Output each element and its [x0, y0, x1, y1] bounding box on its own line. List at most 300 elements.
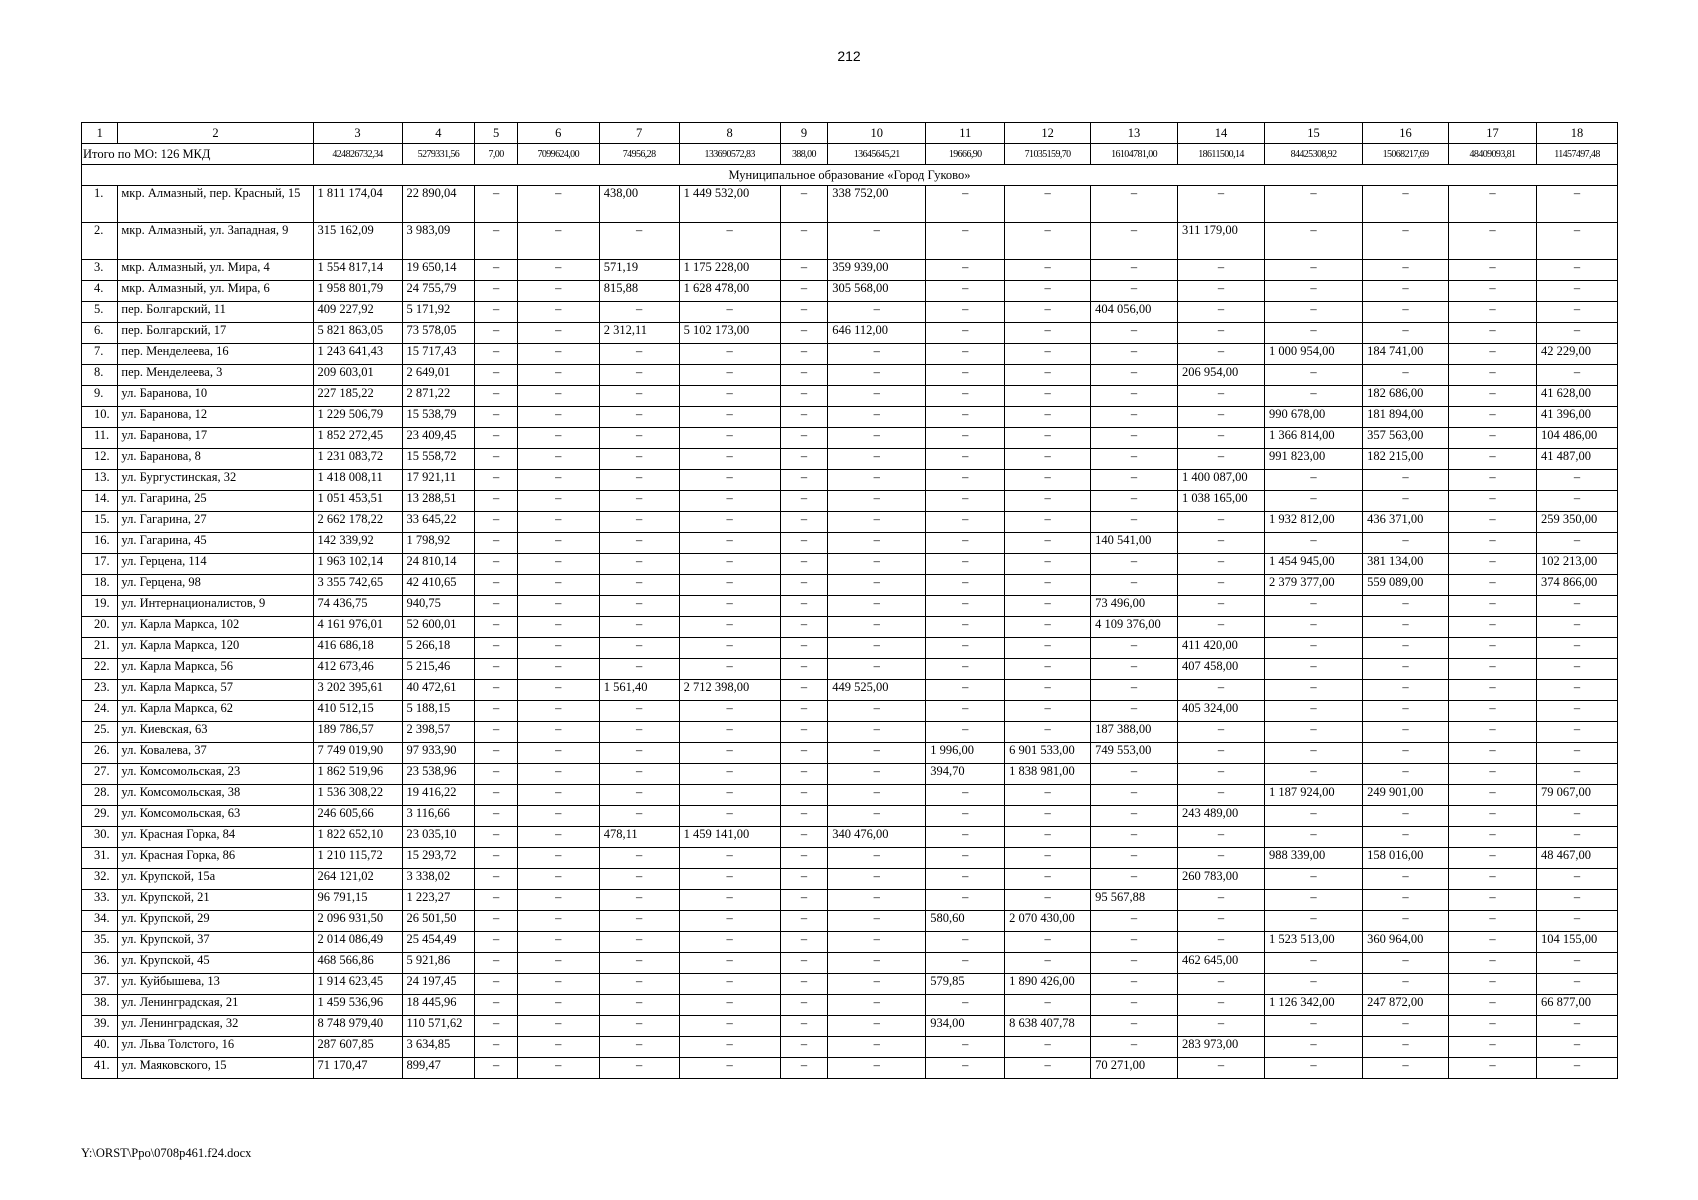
table-cell: –: [828, 223, 926, 260]
table-row: [82, 596, 1618, 617]
table-cell: –: [1091, 848, 1178, 869]
table-cell: –: [1091, 186, 1178, 223]
table-cell: –: [926, 512, 1005, 533]
table-cell: –: [1536, 680, 1617, 701]
table-cell: 133690572,83: [679, 144, 780, 165]
table-cell: 24 810,14: [402, 554, 475, 575]
table-cell: 1 229 506,79: [313, 407, 402, 428]
table-cell: –: [926, 449, 1005, 470]
table-cell: –: [517, 701, 599, 722]
table-cell: –: [926, 701, 1005, 722]
table-cell: 104 486,00: [1536, 428, 1617, 449]
table-cell: мкр. Алмазный, ул. Мира, 6: [118, 281, 313, 302]
table-cell: 140 541,00: [1091, 533, 1178, 554]
table-cell: –: [679, 785, 780, 806]
table-cell: 436 371,00: [1363, 512, 1449, 533]
table-cell: 12.: [82, 449, 118, 470]
table-cell: 1 051 453,51: [313, 491, 402, 512]
table-cell: –: [1536, 186, 1617, 223]
table-cell: 571,19: [599, 260, 679, 281]
table-cell: –: [926, 869, 1005, 890]
table-cell: –: [1091, 407, 1178, 428]
table-cell: –: [1449, 223, 1537, 260]
section-title-row: [82, 165, 1618, 186]
table-cell: ул. Баранова, 8: [118, 449, 313, 470]
table-row: [82, 890, 1618, 911]
table-cell: 5 102 173,00: [679, 323, 780, 344]
table-cell: 15 717,43: [402, 344, 475, 365]
table-cell: –: [1091, 659, 1178, 680]
table-cell: –: [475, 932, 517, 953]
table-cell: –: [679, 470, 780, 491]
table-cell: 243 489,00: [1178, 806, 1265, 827]
table-cell: –: [780, 890, 828, 911]
table-cell: 3 355 742,65: [313, 575, 402, 596]
table-cell: –: [1363, 223, 1449, 260]
table-cell: –: [599, 848, 679, 869]
table-cell: –: [1264, 680, 1362, 701]
table-cell: 41 628,00: [1536, 386, 1617, 407]
table-cell: –: [679, 638, 780, 659]
table-cell: –: [926, 428, 1005, 449]
table-cell: 22 890,04: [402, 186, 475, 223]
table-cell: –: [1005, 470, 1091, 491]
table-cell: ул. Карла Маркса, 56: [118, 659, 313, 680]
table-cell: –: [828, 386, 926, 407]
table-cell: –: [517, 785, 599, 806]
table-cell: 14: [1178, 123, 1265, 144]
table-cell: –: [475, 911, 517, 932]
table-cell: –: [679, 1058, 780, 1079]
table-cell: –: [1005, 323, 1091, 344]
table-cell: –: [780, 491, 828, 512]
table-cell: –: [1363, 470, 1449, 491]
table-cell: 16.: [82, 533, 118, 554]
table-row: [82, 491, 1618, 512]
table-cell: 39.: [82, 1016, 118, 1037]
table-cell: 1 454 945,00: [1264, 554, 1362, 575]
table-cell: –: [828, 1016, 926, 1037]
table-cell: –: [828, 512, 926, 533]
table-row: [82, 302, 1618, 323]
table-cell: –: [1363, 186, 1449, 223]
table-cell: –: [828, 491, 926, 512]
table-cell: –: [1178, 596, 1265, 617]
table-cell: –: [926, 680, 1005, 701]
table-cell: 410 512,15: [313, 701, 402, 722]
table-cell: –: [1264, 365, 1362, 386]
table-cell: –: [926, 491, 1005, 512]
table-cell: 23 538,96: [402, 764, 475, 785]
table-cell: –: [517, 1037, 599, 1058]
table-cell: –: [599, 701, 679, 722]
table-cell: –: [517, 995, 599, 1016]
table-cell: 13.: [82, 470, 118, 491]
table-cell: 7,00: [475, 144, 517, 165]
table-cell: –: [517, 302, 599, 323]
table-cell: 1 038 165,00: [1178, 491, 1265, 512]
table-cell: –: [1178, 186, 1265, 223]
table-row: [82, 512, 1618, 533]
table-cell: –: [1363, 617, 1449, 638]
table-cell: 1 459 141,00: [679, 827, 780, 848]
table-cell: –: [679, 386, 780, 407]
table-cell: –: [679, 932, 780, 953]
table-cell: –: [1363, 596, 1449, 617]
table-cell: –: [475, 491, 517, 512]
table-cell: ул. Крупской, 21: [118, 890, 313, 911]
table-cell: –: [1449, 953, 1537, 974]
table-cell: –: [780, 428, 828, 449]
table-cell: 1 523 513,00: [1264, 932, 1362, 953]
table-cell: ул. Гагарина, 25: [118, 491, 313, 512]
table-cell: –: [1449, 407, 1537, 428]
table-cell: 1 449 532,00: [679, 186, 780, 223]
table-cell: –: [1449, 995, 1537, 1016]
table-cell: –: [780, 596, 828, 617]
table-cell: –: [517, 659, 599, 680]
table-cell: –: [517, 869, 599, 890]
table-cell: –: [1449, 281, 1537, 302]
table-cell: ул. Карла Маркса, 62: [118, 701, 313, 722]
table-cell: 311 179,00: [1178, 223, 1265, 260]
table-cell: –: [475, 449, 517, 470]
table-cell: –: [1264, 1037, 1362, 1058]
table-cell: –: [828, 617, 926, 638]
table-cell: –: [926, 365, 1005, 386]
table-cell: –: [828, 785, 926, 806]
table-cell: –: [1449, 1058, 1537, 1079]
table-cell: –: [1091, 449, 1178, 470]
table-cell: –: [1005, 186, 1091, 223]
table-cell: 48 467,00: [1536, 848, 1617, 869]
table-cell: –: [599, 575, 679, 596]
table-cell: 264 121,02: [313, 869, 402, 890]
table-cell: –: [1091, 974, 1178, 995]
table-cell: мкр. Алмазный, ул. Мира, 4: [118, 260, 313, 281]
table-cell: 79 067,00: [1536, 785, 1617, 806]
table-cell: –: [517, 344, 599, 365]
table-cell: –: [1264, 659, 1362, 680]
table-cell: 26 501,50: [402, 911, 475, 932]
table-cell: –: [1536, 659, 1617, 680]
table-cell: –: [780, 722, 828, 743]
table-cell: –: [1363, 869, 1449, 890]
table-cell: ул. Ковалева, 37: [118, 743, 313, 764]
table-cell: –: [517, 386, 599, 407]
table-cell: –: [1536, 281, 1617, 302]
table-cell: 5279331,56: [402, 144, 475, 165]
table-cell: 2 662 178,22: [313, 512, 402, 533]
table-cell: –: [475, 1016, 517, 1037]
table-cell: –: [599, 596, 679, 617]
table-cell: 1 554 817,14: [313, 260, 402, 281]
table-cell: –: [517, 743, 599, 764]
table-cell: 5 215,46: [402, 659, 475, 680]
table-cell: 16104781,00: [1091, 144, 1178, 165]
table-cell: –: [517, 407, 599, 428]
table-cell: –: [780, 533, 828, 554]
table-cell: –: [926, 323, 1005, 344]
table-cell: –: [1091, 344, 1178, 365]
table-cell: 249 901,00: [1363, 785, 1449, 806]
table-cell: 73 578,05: [402, 323, 475, 344]
table-cell: 17: [1449, 123, 1537, 144]
table-cell: –: [1091, 281, 1178, 302]
table-cell: 1 996,00: [926, 743, 1005, 764]
table-row: [82, 575, 1618, 596]
table-cell: –: [780, 512, 828, 533]
table-cell: –: [599, 911, 679, 932]
table-cell: 25 454,49: [402, 932, 475, 953]
table-cell: –: [1449, 491, 1537, 512]
table-cell: 374 866,00: [1536, 575, 1617, 596]
table-cell: –: [475, 869, 517, 890]
table-cell: 438,00: [599, 186, 679, 223]
table-row: [82, 533, 1618, 554]
table-cell: –: [1264, 722, 1362, 743]
table-cell: –: [1005, 806, 1091, 827]
table-cell: 646 112,00: [828, 323, 926, 344]
table-row: [82, 932, 1618, 953]
table-cell: –: [599, 365, 679, 386]
table-cell: –: [1091, 365, 1178, 386]
table-cell: –: [475, 764, 517, 785]
table-cell: ул. Бургустинская, 32: [118, 470, 313, 491]
table-cell: –: [780, 470, 828, 491]
table-cell: ул. Крупской, 29: [118, 911, 313, 932]
table-cell: 404 056,00: [1091, 302, 1178, 323]
table-cell: –: [679, 491, 780, 512]
table-cell: 181 894,00: [1363, 407, 1449, 428]
table-cell: –: [517, 365, 599, 386]
table-cell: –: [1091, 323, 1178, 344]
table-cell: –: [1449, 428, 1537, 449]
table-cell: 2 070 430,00: [1005, 911, 1091, 932]
table-row: [82, 827, 1618, 848]
table-cell: –: [1363, 365, 1449, 386]
table-cell: –: [926, 186, 1005, 223]
table-cell: –: [517, 974, 599, 995]
table-cell: –: [599, 974, 679, 995]
table-cell: 30.: [82, 827, 118, 848]
table-cell: 40 472,61: [402, 680, 475, 701]
table-cell: –: [828, 575, 926, 596]
table-cell: –: [828, 554, 926, 575]
table-cell: –: [599, 932, 679, 953]
table-cell: –: [1005, 449, 1091, 470]
table-cell: –: [599, 764, 679, 785]
table-cell: 1 798,92: [402, 533, 475, 554]
table-cell: –: [1091, 1016, 1178, 1037]
table-cell: 18: [1536, 123, 1617, 144]
table-cell: –: [475, 785, 517, 806]
table-cell: мкр. Алмазный, пер. Красный, 15: [118, 186, 313, 223]
table-cell: 749 553,00: [1091, 743, 1178, 764]
table-cell: –: [780, 806, 828, 827]
table-cell: –: [1449, 575, 1537, 596]
table-cell: 18.: [82, 575, 118, 596]
table-row: [82, 223, 1618, 260]
table-cell: –: [780, 575, 828, 596]
table-cell: –: [1449, 596, 1537, 617]
table-cell: 2.: [82, 223, 118, 260]
table-cell: –: [1536, 223, 1617, 260]
table-cell: –: [1264, 323, 1362, 344]
table-cell: –: [828, 533, 926, 554]
table-cell: –: [1449, 323, 1537, 344]
table-cell: –: [1178, 533, 1265, 554]
table-cell: ул. Герцена, 98: [118, 575, 313, 596]
table-cell: –: [1005, 617, 1091, 638]
table-cell: ул. Гагарина, 27: [118, 512, 313, 533]
table-cell: –: [1178, 302, 1265, 323]
table-cell: 158 016,00: [1363, 848, 1449, 869]
table-cell: 7099624,00: [517, 144, 599, 165]
table-row: [82, 911, 1618, 932]
table-cell: 8: [679, 123, 780, 144]
table-cell: –: [599, 470, 679, 491]
table-row: [82, 1037, 1618, 1058]
table-cell: 4 109 376,00: [1091, 617, 1178, 638]
table-cell: –: [926, 386, 1005, 407]
table-cell: –: [679, 365, 780, 386]
table-cell: –: [828, 869, 926, 890]
table-cell: 42 410,65: [402, 575, 475, 596]
table-cell: ул. Киевская, 63: [118, 722, 313, 743]
table-cell: –: [1178, 743, 1265, 764]
table-cell: 17 921,11: [402, 470, 475, 491]
table-cell: 424826732,34: [313, 144, 402, 165]
table-cell: –: [1178, 722, 1265, 743]
table-cell: –: [1264, 617, 1362, 638]
table-row: [82, 428, 1618, 449]
table-cell: 1 628 478,00: [679, 281, 780, 302]
table-cell: Муниципальное образование «Город Гуково»: [82, 165, 1618, 186]
table-cell: –: [1005, 827, 1091, 848]
table-row: [82, 743, 1618, 764]
table-cell: 3 338,02: [402, 869, 475, 890]
table-cell: –: [1449, 659, 1537, 680]
table-cell: –: [1536, 890, 1617, 911]
table-cell: 1 175 228,00: [679, 260, 780, 281]
table-cell: –: [926, 659, 1005, 680]
table-cell: –: [926, 890, 1005, 911]
table-cell: –: [1536, 974, 1617, 995]
table-cell: –: [780, 911, 828, 932]
table-cell: –: [1449, 449, 1537, 470]
table-cell: 22.: [82, 659, 118, 680]
table-cell: –: [1536, 533, 1617, 554]
table-row: [82, 953, 1618, 974]
table-cell: –: [517, 323, 599, 344]
table-cell: –: [1005, 869, 1091, 890]
column-number-row: [82, 123, 1618, 144]
table-cell: 405 324,00: [1178, 701, 1265, 722]
table-cell: 988 339,00: [1264, 848, 1362, 869]
table-cell: –: [1536, 617, 1617, 638]
table-cell: 28.: [82, 785, 118, 806]
table-row: [82, 785, 1618, 806]
table-cell: –: [1264, 743, 1362, 764]
table-cell: 11.: [82, 428, 118, 449]
table-cell: –: [517, 428, 599, 449]
table-cell: –: [780, 554, 828, 575]
table-cell: –: [475, 1058, 517, 1079]
table-cell: 15 558,72: [402, 449, 475, 470]
table-cell: –: [1449, 1037, 1537, 1058]
table-cell: –: [828, 764, 926, 785]
table-cell: 96 791,15: [313, 890, 402, 911]
table-cell: 2 379 377,00: [1264, 575, 1362, 596]
table-cell: 394,70: [926, 764, 1005, 785]
table-cell: ул. Комсомольская, 23: [118, 764, 313, 785]
table-cell: 7.: [82, 344, 118, 365]
table-cell: –: [517, 617, 599, 638]
table-cell: –: [517, 554, 599, 575]
table-cell: 48409093,81: [1449, 144, 1537, 165]
table-cell: –: [1536, 701, 1617, 722]
table-cell: 991 823,00: [1264, 449, 1362, 470]
table-cell: –: [1005, 995, 1091, 1016]
table-cell: –: [926, 575, 1005, 596]
table-cell: 71 170,47: [313, 1058, 402, 1079]
table-cell: 18 445,96: [402, 995, 475, 1016]
table-cell: –: [517, 806, 599, 827]
table-cell: 15.: [82, 512, 118, 533]
table-cell: 19 416,22: [402, 785, 475, 806]
table-row: [82, 638, 1618, 659]
table-cell: –: [1449, 932, 1537, 953]
table-row: [82, 449, 1618, 470]
table-cell: 10: [828, 123, 926, 144]
table-cell: –: [828, 428, 926, 449]
table-cell: –: [1091, 827, 1178, 848]
table-cell: –: [1005, 302, 1091, 323]
table-cell: –: [828, 911, 926, 932]
table-cell: –: [1363, 701, 1449, 722]
table-cell: 2: [118, 123, 313, 144]
table-cell: 3 634,85: [402, 1037, 475, 1058]
total-row: [82, 144, 1618, 165]
table-row: [82, 995, 1618, 1016]
table-cell: –: [1005, 1058, 1091, 1079]
table-cell: 1 000 954,00: [1264, 344, 1362, 365]
table-cell: –: [828, 701, 926, 722]
table-cell: 416 686,18: [313, 638, 402, 659]
table-cell: 9.: [82, 386, 118, 407]
table-cell: 66 877,00: [1536, 995, 1617, 1016]
table-cell: –: [1536, 470, 1617, 491]
table-body: [82, 123, 1618, 1079]
table-row: [82, 470, 1618, 491]
table-cell: –: [1178, 386, 1265, 407]
table-cell: 305 568,00: [828, 281, 926, 302]
table-cell: –: [926, 223, 1005, 260]
table-cell: 23 409,45: [402, 428, 475, 449]
table-cell: ул. Баранова, 17: [118, 428, 313, 449]
table-cell: –: [926, 260, 1005, 281]
table-cell: ул. Герцена, 114: [118, 554, 313, 575]
table-cell: –: [1264, 638, 1362, 659]
table-cell: –: [780, 386, 828, 407]
table-cell: –: [1363, 491, 1449, 512]
table-cell: пер. Менделеева, 16: [118, 344, 313, 365]
table-cell: 52 600,01: [402, 617, 475, 638]
table-cell: –: [1005, 596, 1091, 617]
table-cell: –: [517, 953, 599, 974]
table-cell: ул. Крупской, 45: [118, 953, 313, 974]
